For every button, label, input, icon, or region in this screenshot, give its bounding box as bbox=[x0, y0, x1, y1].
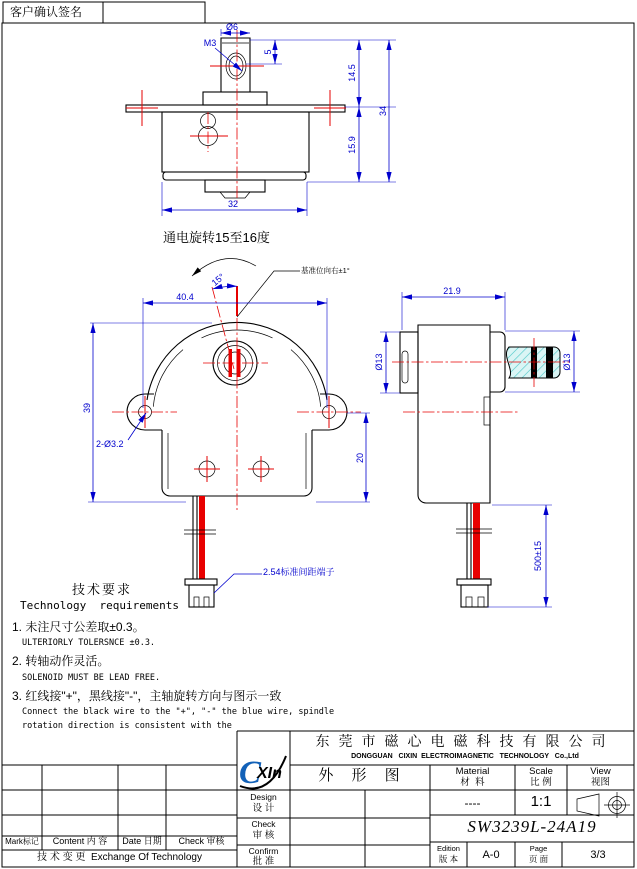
page-label-cn: 页 面 bbox=[528, 854, 549, 864]
terminal-note: 2.54标准间距端子 bbox=[263, 567, 335, 577]
rotation-note: 通电旋转15至16度 bbox=[163, 230, 270, 245]
material-label-en: Material bbox=[455, 766, 490, 777]
page-value: 3/3 bbox=[590, 849, 606, 861]
dim-body-h: 39 bbox=[82, 402, 92, 414]
revision-header-mark: Mark标记 bbox=[5, 837, 39, 846]
customer-sign-label: 客户确认签名 bbox=[10, 5, 83, 19]
check-label-en: Check bbox=[251, 819, 276, 829]
dim-side-w: 21.9 bbox=[443, 286, 461, 296]
dim-body-w: 32 bbox=[227, 199, 239, 209]
tech-req-title-en: Technology requirements bbox=[20, 599, 179, 612]
datum-note: 基准位向右±1° bbox=[301, 266, 350, 275]
company-name-cn: 东莞市磁心电磁科技有限公司 bbox=[315, 733, 615, 749]
terminal-leader bbox=[214, 574, 262, 593]
design-label-cn: 设 计 bbox=[252, 803, 275, 814]
projection-symbol bbox=[577, 792, 630, 818]
check-label-cn: 审 核 bbox=[252, 830, 275, 841]
edition-label-cn: 版 本 bbox=[438, 854, 459, 864]
view-label-en: View bbox=[590, 766, 611, 777]
rotation-arrow bbox=[192, 258, 256, 276]
dim-hole-pitch: 40.4 bbox=[176, 292, 194, 302]
logo-c-glyph: C bbox=[239, 755, 262, 791]
top-view bbox=[126, 22, 396, 216]
tech-req-title-cn: 技术要求 bbox=[72, 582, 133, 597]
tech-req-item3-en2: rotation direction is consistent with the bbox=[22, 721, 232, 731]
tech-req-item2-cn: 2. 转轴动作灵活。 bbox=[12, 654, 110, 668]
design-label-en: Design bbox=[250, 792, 277, 802]
confirm-label-en: Confirm bbox=[248, 846, 279, 856]
dim-upper-h: 14.5 bbox=[347, 64, 357, 82]
datum-leader bbox=[237, 271, 300, 317]
part-number: SW3239L-24A19 bbox=[467, 817, 597, 836]
tech-req-item3-en: Connect the black wire to the "+", "-" the blue wire, spindle bbox=[22, 707, 335, 717]
material-label-cn: 材 料 bbox=[460, 777, 485, 788]
drawing-type-title: 外 形 图 bbox=[318, 767, 407, 784]
dim-front-lower-h: 20 bbox=[355, 452, 365, 464]
dim-lower-h: 15.9 bbox=[347, 136, 357, 154]
dim-total-h: 34 bbox=[378, 105, 388, 117]
logo-xin-text: XIn bbox=[257, 765, 282, 782]
page-label-en: Page bbox=[529, 844, 548, 853]
material-value: ---- bbox=[464, 796, 481, 810]
scale-label-en: Scale bbox=[529, 766, 553, 777]
view-label-cn: 视图 bbox=[590, 777, 610, 788]
revision-footer: 技 术 变 更 Exchange Of Technology bbox=[37, 852, 202, 863]
scale-value: 1:1 bbox=[530, 793, 552, 810]
front-view bbox=[82, 258, 370, 607]
dim-angle: 15° bbox=[209, 271, 227, 288]
confirm-label-cn: 批 准 bbox=[252, 856, 275, 867]
dim-mount-holes: 2-Ø3.2 bbox=[96, 439, 124, 449]
tech-req-item3-cn: 3. 红线接"+"，黑线接"-"，主轴旋转方向与图示一致 bbox=[12, 689, 282, 703]
tech-req-item1-en: ULTERIORLY TOLERSNCE ±0.3. bbox=[22, 638, 156, 648]
dim-shaft-dia: Ø6 bbox=[225, 22, 239, 32]
revision-header-content: Content 内 容 bbox=[52, 836, 108, 846]
edition-label-en: Edition bbox=[437, 844, 460, 853]
dim-section-dia: Ø13 bbox=[562, 353, 572, 371]
company-logo bbox=[239, 755, 286, 791]
dim-tap-depth: 5 bbox=[263, 49, 273, 55]
edition-value: A-0 bbox=[482, 849, 500, 861]
scale-label-cn: 比 例 bbox=[530, 777, 552, 788]
company-name-en: DONGGUAN CIXIN ELECTROIMAGNETIC TECHNOLOGY Co.,Ltd bbox=[351, 753, 579, 760]
revision-header-date: Date 日期 bbox=[122, 836, 162, 846]
dim-wire-len: 500±15 bbox=[533, 541, 543, 571]
tech-req-item1-cn: 1. 未注尺寸公差取±0.3。 bbox=[12, 620, 145, 634]
dim-boss-dia: Ø13 bbox=[374, 353, 384, 371]
revision-header-check: Check 审核 bbox=[178, 836, 225, 846]
tech-req-item2-en: SOLENOID MUST BE LEAD FREE. bbox=[22, 673, 161, 683]
side-view bbox=[374, 286, 580, 607]
dim-tap: M3 bbox=[203, 38, 217, 48]
